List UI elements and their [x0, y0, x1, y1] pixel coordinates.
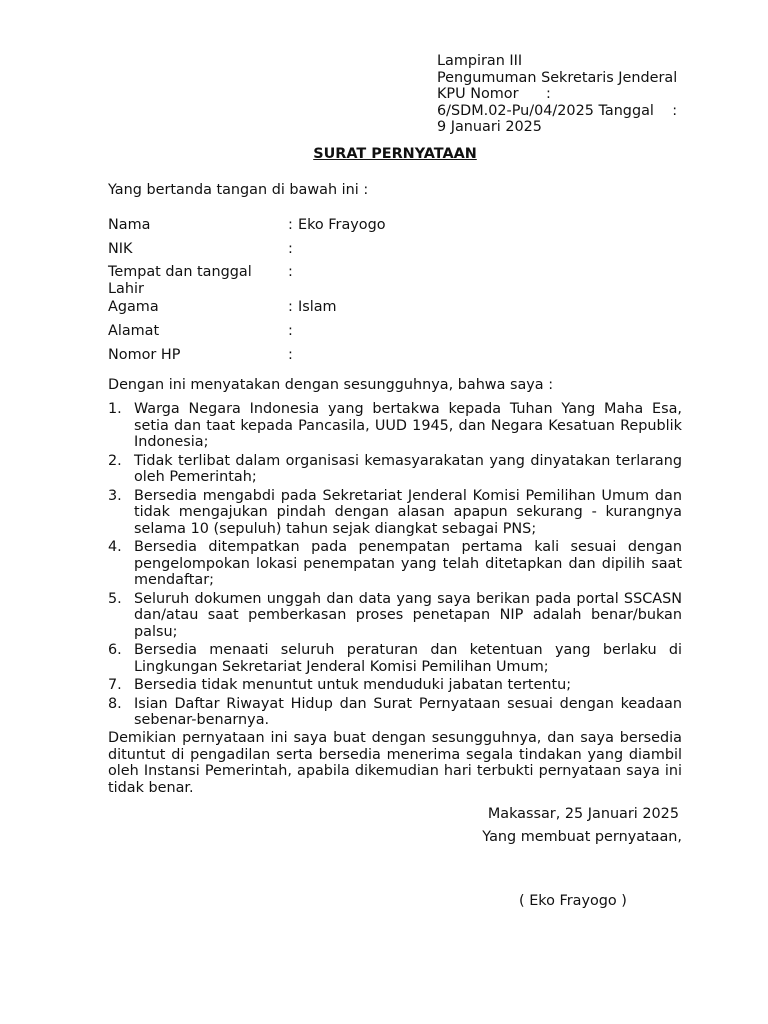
- identity-row-agama: [108, 299, 668, 323]
- identity-separator: :: [288, 264, 293, 280]
- identity-row-alamat: [108, 323, 668, 347]
- identity-label: Agama: [108, 299, 159, 315]
- list-item-text: Warga Negara Indonesia yang bertakwa kepada Tuhan Yang Maha Esa, setia dan taat kepada Pancasila, UUD 1945, dan Negara Kesatuan Republik Indonesia;: [134, 401, 682, 450]
- list-item-text: Bersedia tidak menuntut untuk menduduki jabatan tertentu;: [134, 677, 572, 693]
- identity-separator: :: [288, 323, 293, 339]
- list-item-number: 1.: [108, 401, 122, 417]
- signer-name: ( Eko Frayogo ): [519, 893, 627, 909]
- closing-paragraph: Demikian pernyataan ini saya buat dengan sesungguhnya, dan saya bersedia dituntut di pengadilan serta bersedia menerima segala tindakan yang diambil oleh Instansi Pemerintah, apabila dikemudian hari terbukti pernyataan saya ini tidak benar.: [108, 730, 682, 796]
- list-item-number: 8.: [108, 695, 122, 712]
- list-item-number: 3.: [108, 487, 122, 504]
- declaration-list: [108, 401, 682, 731]
- header-line: Pengumuman Sekretaris Jenderal: [437, 69, 678, 86]
- list-item: [108, 591, 682, 641]
- identity-row-nik: [108, 241, 668, 265]
- list-item: [108, 677, 682, 694]
- document-title: SURAT PERNYATAAN: [313, 146, 477, 162]
- identity-separator: :: [288, 299, 293, 315]
- identity-label: Alamat: [108, 323, 160, 339]
- attachment-header: [437, 53, 705, 136]
- header-line: Lampiran III: [437, 53, 523, 69]
- list-item: [108, 696, 682, 729]
- header-line: 9 Januari 2025: [437, 119, 542, 135]
- list-item-text: Seluruh dokumen unggah dan data yang saya berikan pada portal SSCASN dan/atau saat pemberkasan proses penetapan NIP adalah benar/bukan palsu;: [134, 590, 682, 640]
- list-item-text: Isian Daftar Riwayat Hidup dan Surat Pernyataan sesuai dengan keadaan sebenar-benarnya.: [134, 695, 682, 728]
- declaration-intro: Dengan ini menyatakan dengan sesungguhnya, bahwa saya :: [108, 377, 554, 393]
- intro-text: Yang bertanda tangan di bawah ini :: [108, 182, 369, 198]
- identity-value: Eko Frayogo: [298, 217, 386, 233]
- list-item-text: Bersedia mengabdi pada Sekretariat Jenderal Komisi Pemilihan Umum dan tidak mengajukan pindah dengan alasan apapun sekurang - kurangnya selama 10 (sepuluh) tahun sejak diangkat sebagai PNS;: [134, 487, 682, 537]
- list-item-number: 2.: [108, 452, 122, 469]
- header-line: 6/SDM.02-Pu/04/2025 Tanggal :: [437, 102, 678, 119]
- identity-separator: :: [288, 217, 293, 233]
- identity-label: NIK: [108, 240, 133, 257]
- list-item: [108, 488, 682, 538]
- identity-label: Nomor HP: [108, 347, 181, 363]
- maker-label: Yang membuat pernyataan,: [482, 829, 682, 845]
- place-date: Makassar, 25 Januari 2025: [487, 806, 679, 822]
- identity-table: [108, 217, 668, 371]
- identity-row-tempat-lahir: [108, 264, 668, 299]
- list-item-number: 5.: [108, 590, 122, 607]
- list-item: [108, 453, 682, 486]
- list-item-number: 6.: [108, 642, 122, 658]
- list-item-text: Tidak terlibat dalam organisasi kemasyarakatan yang dinyatakan terlarang oleh Pemerintah;: [134, 452, 682, 485]
- list-item-number: 4.: [108, 539, 122, 555]
- identity-separator: :: [288, 347, 293, 363]
- header-line: KPU Nomor :: [437, 86, 551, 102]
- identity-label: Tempat dan tanggal Lahir: [108, 264, 252, 297]
- list-item: [108, 401, 682, 451]
- list-item: [108, 539, 682, 589]
- identity-label: Nama: [108, 217, 151, 233]
- list-item-text: Bersedia menaati seluruh peraturan dan ketentuan yang berlaku di Lingkungan Sekretariat Jenderal Komisi Pemilihan Umum;: [134, 642, 682, 675]
- identity-row-nama: [108, 217, 668, 241]
- identity-row-nomor-hp: [108, 347, 668, 371]
- list-item: [108, 642, 682, 675]
- identity-separator: :: [288, 240, 293, 257]
- identity-value: Islam: [298, 299, 337, 315]
- list-item-number: 7.: [108, 677, 122, 693]
- list-item-text: Bersedia ditempatkan pada penempatan pertama kali sesuai dengan pengelompokan lokasi penempatan yang telah ditetapkan dan dipilih saat mendaftar;: [134, 539, 682, 588]
